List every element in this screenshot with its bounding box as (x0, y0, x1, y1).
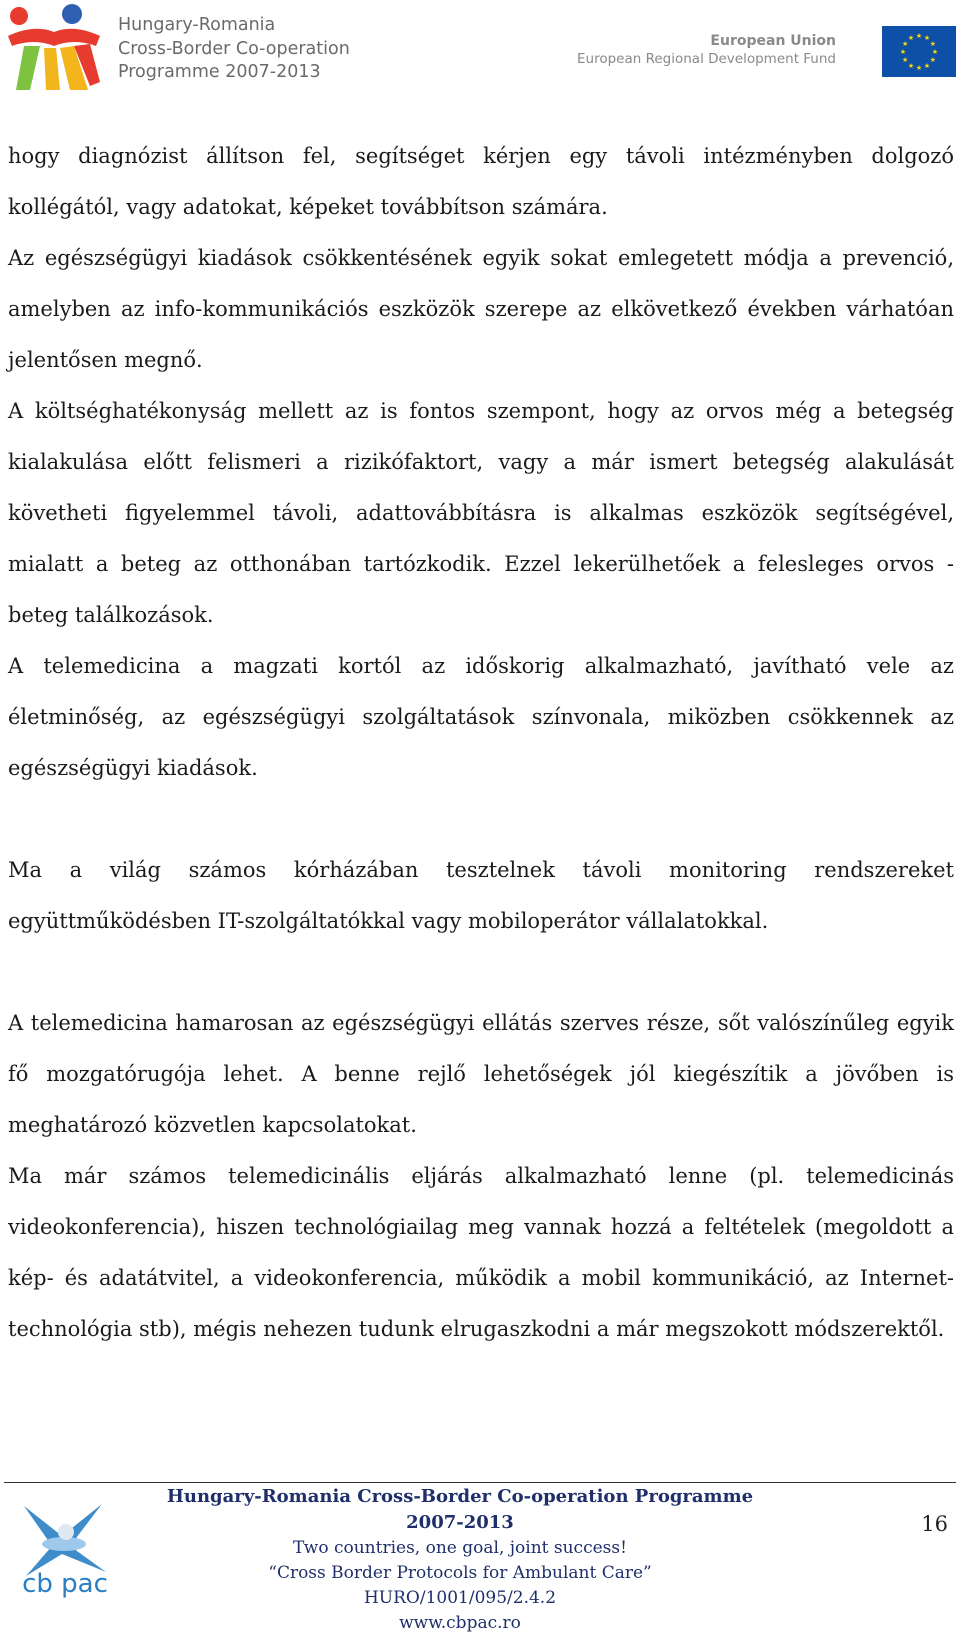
page-number: 16 (921, 1512, 948, 1536)
eu-star-icon: ★ (907, 61, 915, 70)
eu-line-1: European Union (710, 33, 836, 49)
programme-line: Hungary-Romania (118, 15, 276, 35)
eu-star-icon: ★ (923, 34, 931, 43)
eu-star-icon: ★ (902, 56, 909, 64)
programme-line: Programme 2007-2013 (118, 62, 321, 82)
paragraph: A telemedicina hamarosan az egészségügyi ellátás szerves része, sőt valószínűleg egyik fő mozgatórugója lehet. A benne rejlő lehetőségek jól kiegészítik a jövőben is meghatározó közvetlen kapcsolatokat. (8, 1011, 954, 1137)
footer-slogan: Two countries, one goal, joint success! (293, 1538, 627, 1558)
page-header (0, 0, 960, 110)
footer-info (150, 1484, 770, 1636)
footer-programme: Hungary-Romania Cross-Border Co-operation Programme 2007-2013 (166, 1486, 754, 1533)
paragraph: Ma a világ számos kórházában tesztelnek távoli monitoring rendszereket együttműködésben IT-szolgáltatókkal vagy mobiloperátor vállalatokkal. (8, 858, 954, 933)
eu-star-icon: ★ (915, 64, 923, 72)
cbpac-logo-icon (10, 1492, 120, 1602)
footer-divider (4, 1482, 956, 1483)
cbpac-label: cb pac (22, 1569, 108, 1599)
eu-star-icon: ★ (923, 61, 931, 70)
hungary-romania-programme-logo-icon (4, 2, 104, 94)
eu-flag-icon (882, 26, 956, 77)
eu-star-icon: ★ (902, 40, 909, 48)
programme-title (118, 14, 350, 85)
eu-star-icon: ★ (929, 56, 936, 64)
programme-line: Cross-Border Co-operation (118, 38, 350, 59)
eu-caption (577, 32, 836, 68)
footer-project-title: “Cross Border Protocols for Ambulant Care” (268, 1563, 652, 1583)
paragraph: Ma már számos telemedicinális eljárás alkalmazható lenne (pl. telemedicinás videokonferencia), hiszen technológiailag meg vannak hozzá a feltételek (megoldott a kép- és adatátvitel, a videokonferencia, működik a mobil kommunikáció, az Internet-technológia stb), mégis nehezen tudunk elrugaszkodni a már megszokott módszerektől. (8, 1164, 954, 1341)
eu-star-icon: ★ (931, 48, 939, 56)
eu-star-icon: ★ (907, 34, 915, 43)
footer-project-code: HURO/1001/095/2.4.2 (363, 1588, 557, 1608)
paragraph: Az egészségügyi kiadások csökkentésének egyik sokat emlegetett módja a prevenció, amelyben az info-kommunikációs eszközök szerepe az elkövetkező években várhatóan jelentősen megnő. (8, 246, 954, 372)
footer-website-link[interactable]: www.cbpac.ro (399, 1613, 521, 1633)
paragraph: hogy diagnózist állítson fel, segítséget kérjen egy távoli intézményben dolgozó kollégától, vagy adatokat, képeket továbbítson számára. (8, 144, 954, 219)
eu-star-icon: ★ (899, 48, 907, 56)
document-body (8, 131, 954, 1355)
eu-star-icon: ★ (915, 32, 923, 40)
eu-star-icon: ★ (929, 40, 936, 48)
paragraph: A költséghatékonyság mellett az is fontos szempont, hogy az orvos még a betegség kialakulása előtt felismeri a rizikófaktort, vagy a már ismert betegség alakulását követheti figyelemmel távoli, adattovábbításra is alkalmas eszközök segítségével, mialatt a beteg az otthonában tartózkodik. Ezzel lekerülhetőek a felesleges orvos - beteg találkozások. (8, 399, 954, 627)
eu-line-2: European Regional Development Fund (576, 51, 836, 67)
paragraph: A telemedicina a magzati kortól az időskorig alkalmazható, javítható vele az életminőség, az egészségügyi szolgáltatások színvonala, miközben csökkennek az egészségügyi kiadások. (8, 654, 954, 780)
